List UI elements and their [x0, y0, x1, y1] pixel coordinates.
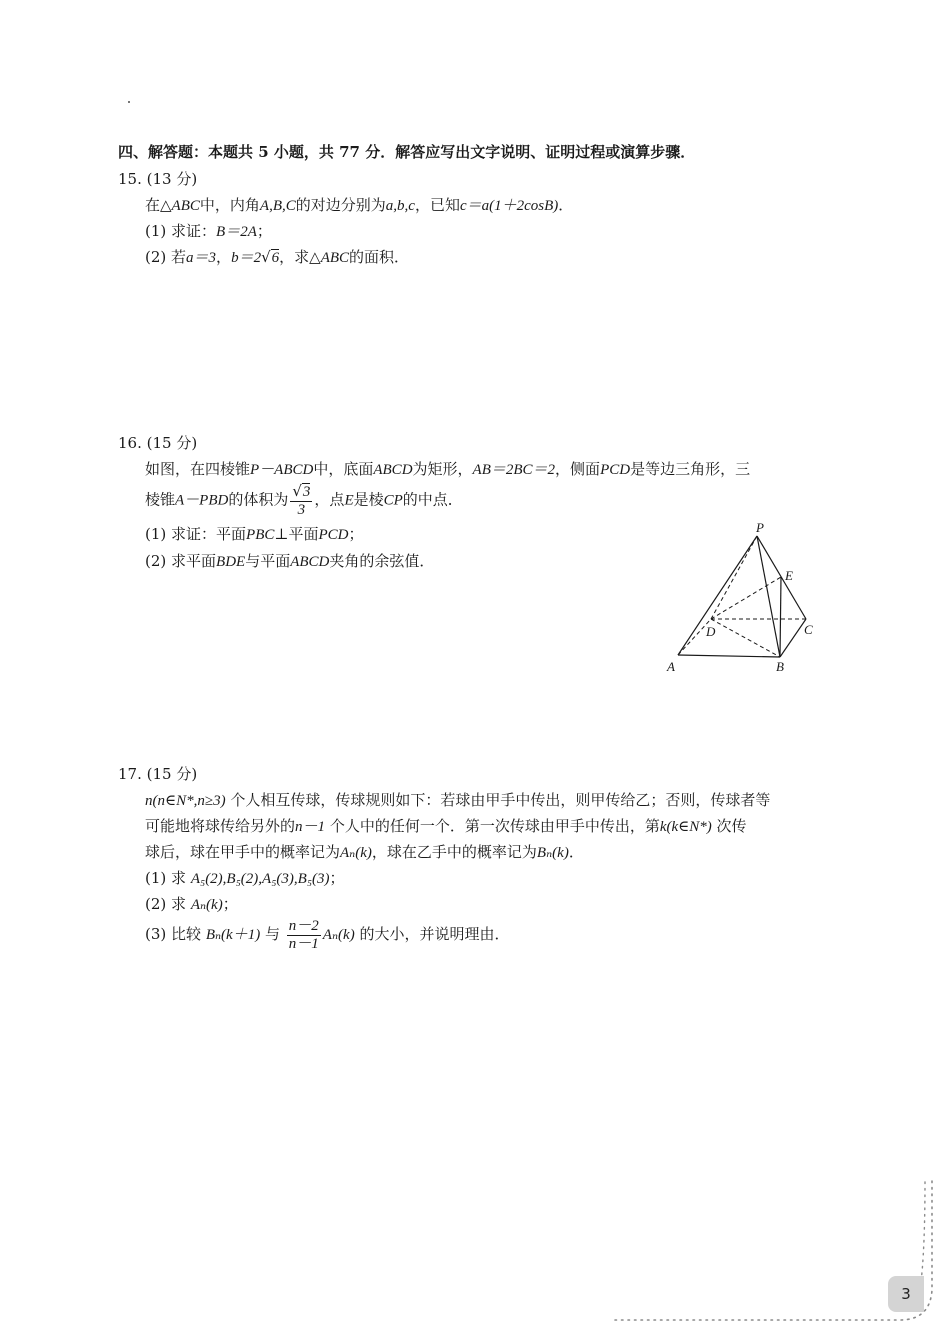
q16-part2: (2) 求平面BDE与平面ABCD夹角的余弦值．: [145, 552, 435, 570]
q17-part3: (3) 比较 Bₙ(k＋1) 与 $\frac{n-2}{n-1}$ Aₙ(k) 的大小，并说明理由．: [145, 918, 510, 952]
decorative-dotted-border: [600, 1170, 950, 1344]
edge-BC: [780, 619, 806, 657]
section-header: 四、解答题：本题共 5 小题，共 77 分．解答应写出文字说明、证明过程或演算步骤．: [118, 143, 696, 161]
edge-AB: [678, 655, 780, 657]
edge-DE: [711, 577, 781, 619]
q15-part2: (2) 若a＝3，b＝2√6，求△ABC的面积．: [145, 248, 410, 266]
q16-part1: (1) 求证：平面PBC⊥平面PCD；: [145, 525, 364, 543]
label-C: C: [804, 622, 813, 637]
q15-stem: 在△ABC中，内角A,B,C的对边分别为a,b,c，已知c＝a(1＋2cosB)．: [145, 196, 574, 214]
q16-stem-line2: 棱锥A－PBD的体积为 $\frac{√3}{3}$ ，点E是棱CP的中点．: [145, 482, 463, 518]
edge-PB: [757, 536, 780, 657]
q16-stem-line1: 如图，在四棱锥P－ABCD中，底面ABCD为矩形，AB＝2BC＝2，侧面PCD是等边三角形，三: [145, 460, 751, 478]
label-D: D: [706, 624, 716, 639]
edge-DB: [711, 619, 780, 657]
label-B: B: [776, 659, 784, 674]
q17-fraction: $\frac{n-2}{n-1}$: [288, 918, 319, 952]
q17-stem-line3: 球后，球在甲手中的概率记为Aₙ(k)，球在乙手中的概率记为Bₙ(k)．: [145, 843, 584, 861]
label-A: A: [667, 659, 675, 674]
q17-part2: (2) 求 Aₙ(k)；: [145, 895, 238, 913]
q17-number: 17. (15 分): [118, 765, 198, 783]
label-P: P: [756, 520, 764, 535]
q17-stem-line2: 可能地将球传给另外的n－1 个人中的任何一个．第一次传球由甲手中传出，第k(k∈N*) 次传: [145, 817, 747, 835]
q16-volume-fraction: $\frac{√3}{3}$: [292, 482, 311, 518]
q15-number: 15. (13 分): [118, 170, 198, 188]
q17-part1: (1) 求 A₅(2),B₅(2),A₅(3),B₅(3)；: [145, 869, 345, 887]
label-E: E: [785, 568, 793, 583]
edge-PA: [678, 536, 757, 655]
q15-part1: (1) 求证：B＝2A；: [145, 222, 272, 240]
edge-PD: [711, 536, 757, 619]
q17-stem-line1: n(n∈N*,n≥3) 个人相互传球，传球规则如下：若球由甲手中传出，则甲传给乙；否则，传球者等: [145, 791, 771, 809]
stray-mark: [128, 101, 130, 103]
q16-number: 16. (15 分): [118, 434, 198, 452]
pyramid-figure: [660, 518, 830, 678]
page-number: 3: [888, 1276, 924, 1312]
edge-BE: [780, 577, 781, 657]
